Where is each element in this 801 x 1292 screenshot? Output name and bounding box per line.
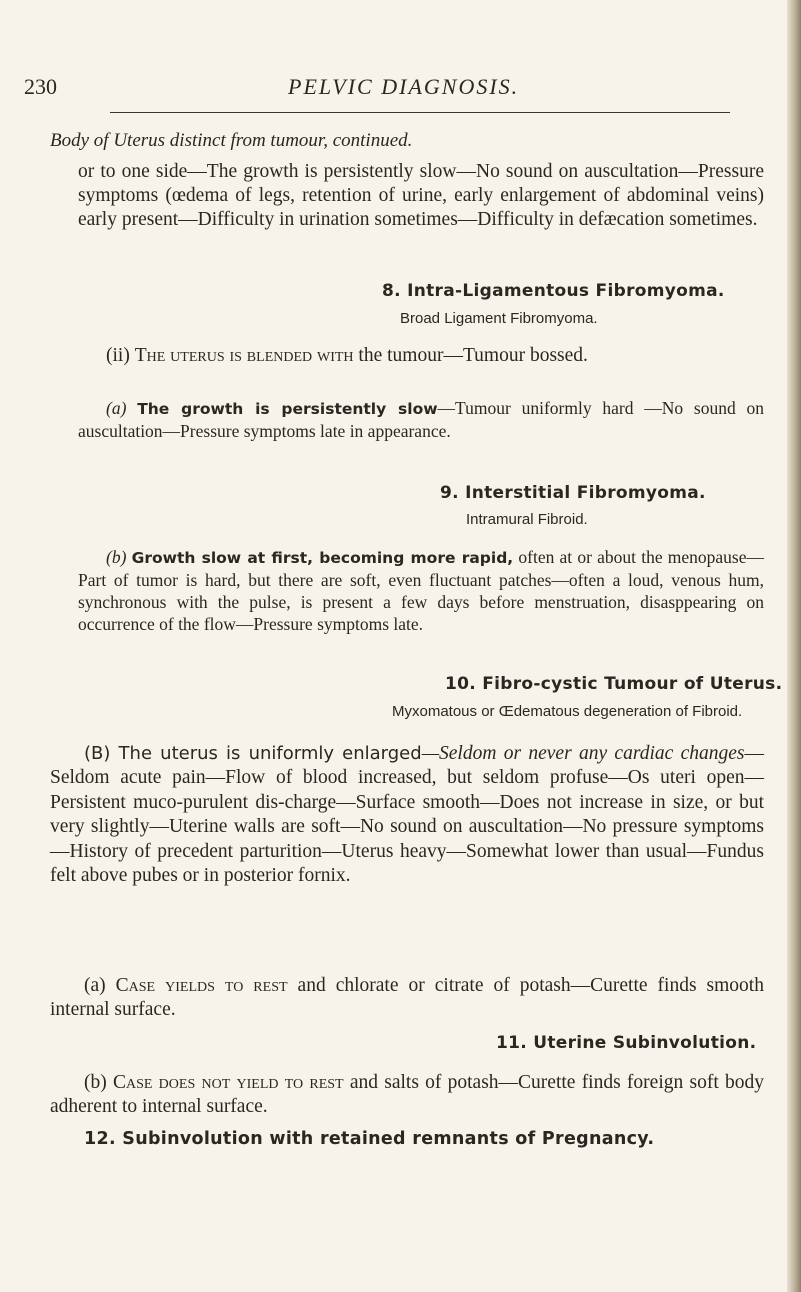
item-marker: (a) (84, 975, 116, 996)
header-rule (110, 112, 730, 113)
lead-phrase: Case yields to rest (115, 975, 288, 996)
diagnosis-9-subtitle: Intramural Fibroid. (466, 511, 588, 528)
page-edge (787, 0, 801, 1292)
diagnosis-11-title: 11. Uterine Subinvolution. (496, 1033, 757, 1053)
diagnosis-12-title: 12. Subinvolution with retained remnants of Pregnancy. (84, 1129, 655, 1149)
paragraph-text: and chlorate or citrate of potash—Curette finds smooth internal surface. (50, 975, 764, 1020)
symptom-paragraph-b (78, 546, 764, 635)
diagnosis-10-subtitle: Myxomatous or Œdematous degeneration of Fibroid. (392, 703, 743, 720)
paragraph-text: and salts of potash—Curette finds foreign soft body adherent to internal surface. (50, 1072, 764, 1117)
item-marker: (b) (106, 547, 132, 567)
symptom-paragraph-B (50, 742, 764, 888)
paragraph-text: the tumour—Tumour bossed. (353, 345, 588, 366)
symptom-paragraph-2 (78, 344, 764, 368)
page-number: 230 (24, 74, 57, 99)
item-marker: (a) (106, 398, 138, 418)
italic-phrase: —Seldom or never any cardiac changes (421, 743, 745, 764)
item-marker: (ii) (106, 345, 135, 366)
diagnosis-10-title: 10. Fibro-cystic Tumour of Uterus. (445, 674, 783, 694)
symptom-paragraph-1: or to one side—The growth is persistently slow—No sound on auscultation—Pressure symptoms (œdema of legs, retention of urine, early enlargement of abdominal veins) early present—Difficulty in urination sometimes—Difficulty in defæcation sometimes. (78, 161, 764, 230)
lead-phrase: The uterus is uniformly enlarged (118, 743, 422, 764)
lead-phrase: The uterus is blended with (134, 345, 354, 366)
item-marker: (b) (84, 1072, 113, 1093)
symptom-paragraph-A (50, 974, 764, 1022)
paragraph-text: —Tumour uniformly hard —No sound on auscultation—Pressure symptoms late in appearance. (78, 398, 765, 441)
section-title: Body of Uterus distinct from tumour, continued. (50, 130, 413, 151)
diagnosis-8-subtitle: Broad Ligament Fibromyoma. (400, 310, 598, 327)
lead-phrase: The growth is persistently slow (137, 400, 438, 418)
symptom-paragraph-B2 (50, 1071, 764, 1119)
paragraph-text: often at or about the menopause—Part of tumor is hard, but there are soft, even fluctuant patches—often a loud, venous hum, synchronous with the pulse, is present a few days before menstruation, disasppearing on occurrence of the flow—Pressure symptoms late. (78, 547, 765, 634)
lead-phrase: Growth slow at first, becoming more rapid, (131, 549, 514, 567)
diagnosis-9-title: 9. Interstitial Fibromyoma. (440, 483, 706, 503)
lead-phrase: Case does not yield to rest (112, 1072, 344, 1093)
symptom-paragraph-a (78, 397, 764, 442)
running-head: PELVIC DIAGNOSIS. (288, 74, 520, 99)
item-marker: (B) (84, 743, 119, 764)
diagnosis-8-title: 8. Intra-Ligamentous Fibromyoma. (382, 281, 725, 301)
paragraph-text: —Seldom acute pain—Flow of blood increased, but seldom profuse—Os uteri open—Persistent muco-purulent dis-charge—Surface smooth—Does not increase in size, or but very slightly—Uterine walls are soft—No sound on auscultation—No pressure symptoms—History of precedent parturition—Uterus heavy—Somewhat lower than usual—Fundus felt above pubes or in posterior fornix. (50, 743, 764, 887)
